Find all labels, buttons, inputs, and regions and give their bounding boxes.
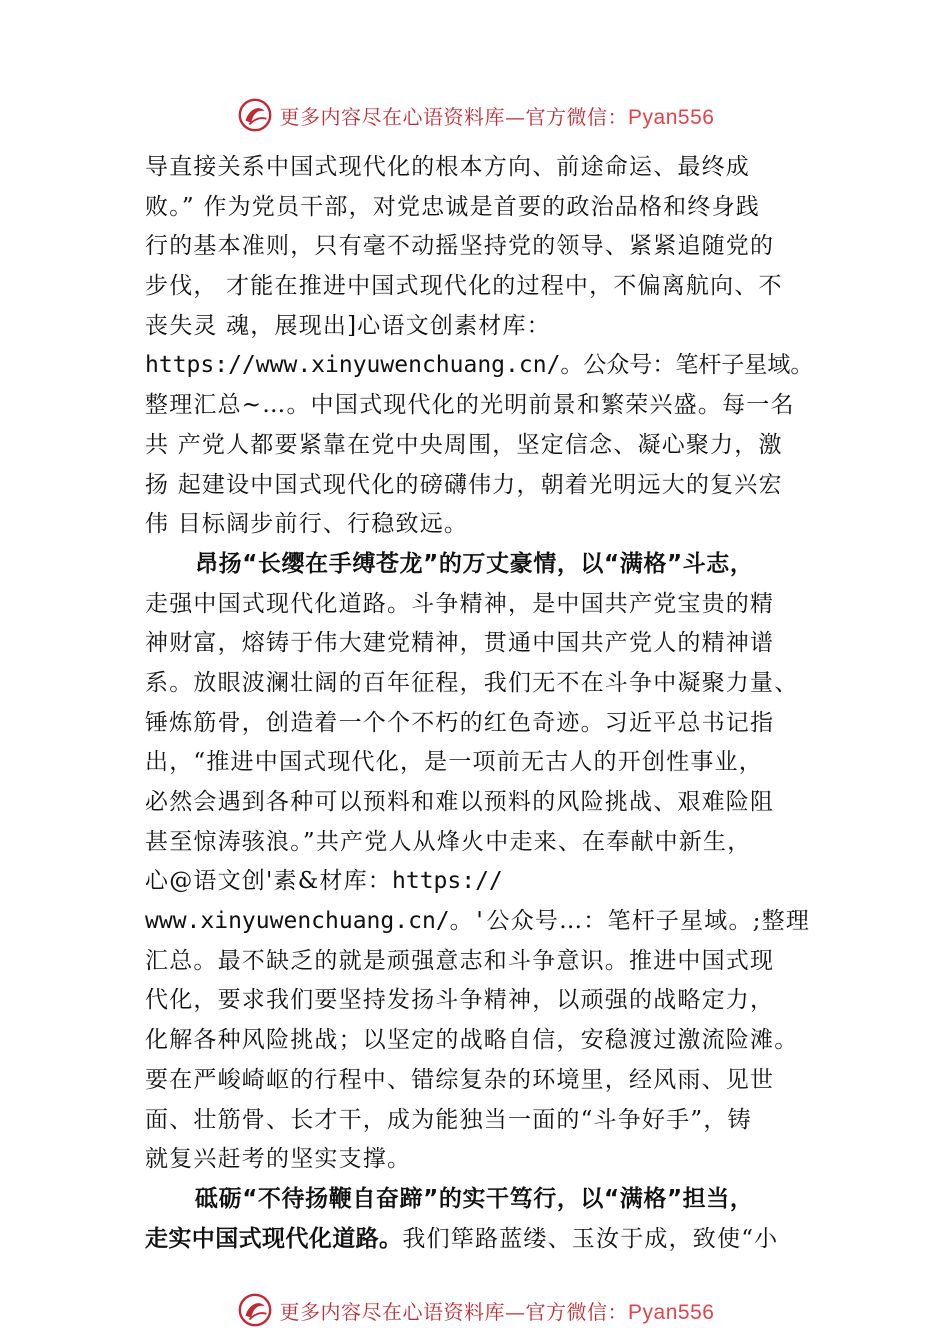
body-line-url: https://www.xinyuwenchuang.cn/。公众号：笔杆子星域。 (145, 352, 814, 379)
body-line: 丧失灵 魂，展现出]心语文创素材库： (145, 312, 551, 339)
section-heading-1: 昂扬“长缨在手缚苍龙”的万丈豪情，以“满格”斗志， (195, 550, 754, 577)
body-line: 必然会遇到各种可以预料和难以预料的风险挑战、艰难险阻 (145, 789, 775, 815)
section-heading-2: 砥砺“不待扬鞭自奋蹄”的实干笃行，以“满格”担当， (195, 1185, 754, 1212)
body-line: 系。放眼波澜壮阔的百年征程，我们无不在斗争中凝聚力量、 (145, 669, 799, 696)
body-line: 汇总。最不缺乏的就是顽强意志和斗争意识。推进中国式现 (145, 947, 775, 974)
body-line: 神财富，熔铸于伟大建党精神，贯通中国共产党人的精神谱 (145, 630, 775, 657)
body-line: 导直接关系中国式现代化的根本方向、前途命运、最终成 (145, 154, 750, 180)
body-line: 共 产党人都要紧靠在党中央周围，坚定信念、凝心聚力，激 (145, 431, 783, 458)
body-line: 整理汇总~…。中国式现代化的光明前景和繁荣兴盛。每一名 (145, 392, 795, 419)
body-line (145, 1220, 835, 1260)
body-line (145, 902, 835, 942)
body-line: 败。” 作为党员干部，对党忠诚是首要的政治品格和终身践 (145, 193, 760, 220)
body-line (145, 862, 835, 902)
body-line-text: 公众号…：笔杆子星域。;整理 (486, 908, 811, 935)
body-line: 伟 目标阔步前行、行稳致远。 (145, 511, 469, 538)
body-line-url: www.xinyuwenchuang.cn/。' (145, 908, 487, 935)
body-line: 行的基本准则，只有毫不动摇坚持党的领导、紧紧追随党的 (145, 233, 775, 260)
footer-wechat-id: Pyan556 (628, 1300, 715, 1324)
swirl-logo-icon (236, 1291, 274, 1329)
swirl-logo-icon (236, 96, 274, 134)
body-line: 步伐， 才能在推进中国式现代化的过程中，不偏离航向、不 (145, 273, 783, 300)
body-line: 要在严峻崎岖的行程中、错综复杂的环境里，经风雨、见世 (145, 1066, 775, 1093)
section-heading-2-continued: 走实中国式现代化道路。 (145, 1225, 403, 1252)
header-banner-text: 更多内容尽在心语资料库—官方微信： (279, 104, 629, 129)
body-line: 就复兴赶考的坚实支撑。 (145, 1146, 412, 1173)
body-line-url: https:// (392, 868, 503, 895)
document-body (145, 148, 835, 1259)
body-line: 化解各种风险挑战；以坚定的战略自信，安稳渡过激流险滩。 (145, 1027, 799, 1054)
footer-banner-text: 更多内容尽在心语资料库—官方微信： (279, 1299, 629, 1324)
body-line: 走强中国式现代化道路。斗争精神，是中国共产党宝贵的精 (145, 590, 775, 617)
header-wechat-id: Pyan556 (628, 105, 715, 129)
header-banner (0, 95, 950, 135)
body-line: 代化，要求我们要坚持发扬斗争精神，以顽强的战略定力， (145, 987, 775, 1014)
body-line-text: 我们筚路蓝缕、玉汝于成，致使“小 (402, 1225, 779, 1252)
body-line: 甚至惊涛骇浪。”共产党人从烽火中走来、在奉献中新生， (145, 828, 752, 855)
body-line: 锤炼筋骨，创造着一个个不朽的红色奇迹。习近平总书记指 (145, 709, 775, 736)
body-line: 扬 起建设中国式现代化的磅礴伟力，朝着光明远大的复兴宏 (145, 471, 783, 498)
body-line: 面、壮筋骨、长才干，成为能独当一面的“斗争好手”，铸 (145, 1106, 752, 1133)
body-line: 出，“推进中国式现代化，是一项前无古人的开创性事业， (145, 749, 763, 776)
body-line-text: 心@语文创'素&材库： (145, 868, 392, 895)
footer-banner (0, 1290, 950, 1330)
